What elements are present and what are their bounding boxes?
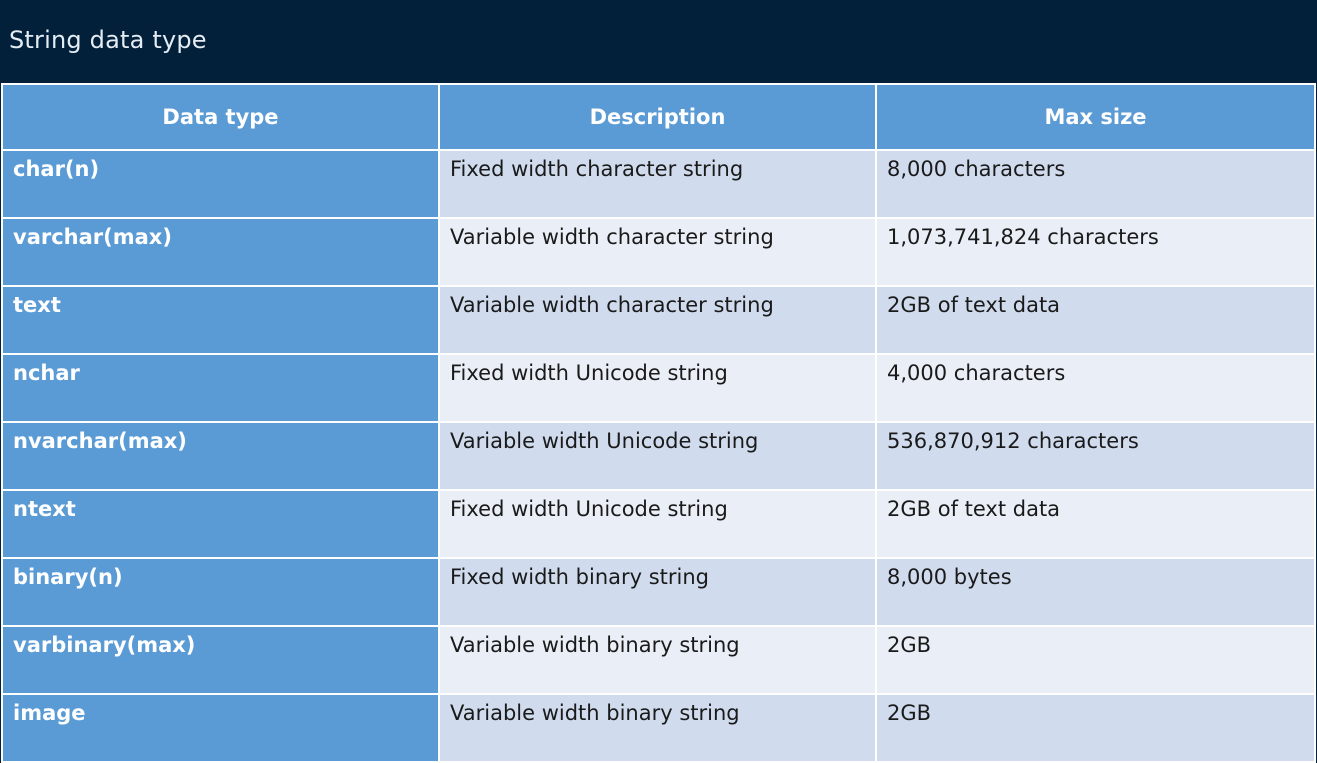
cell-data-type: nchar (2, 354, 439, 422)
cell-data-type: text (2, 286, 439, 354)
cell-description: Variable width binary string (439, 626, 876, 694)
cell-data-type: char(n) (2, 150, 439, 218)
slide-title: String data type (9, 26, 207, 54)
table-row (2, 422, 1315, 490)
cell-description: Fixed width character string (439, 150, 876, 218)
cell-description: Variable width Unicode string (439, 422, 876, 490)
table-row (2, 694, 1315, 762)
cell-max-size: 2GB (876, 626, 1315, 694)
cell-max-size: 536,870,912 characters (876, 422, 1315, 490)
table-row (2, 626, 1315, 694)
cell-max-size: 8,000 bytes (876, 558, 1315, 626)
table-row (2, 150, 1315, 218)
cell-data-type: ntext (2, 490, 439, 558)
cell-description: Fixed width Unicode string (439, 354, 876, 422)
header-max-size: Max size (876, 84, 1315, 150)
cell-description: Fixed width binary string (439, 558, 876, 626)
header-data-type: Data type (2, 84, 439, 150)
table-row (2, 490, 1315, 558)
cell-description: Variable width binary string (439, 694, 876, 762)
cell-max-size: 2GB (876, 694, 1315, 762)
cell-description: Fixed width Unicode string (439, 490, 876, 558)
cell-data-type: nvarchar(max) (2, 422, 439, 490)
header-description: Description (439, 84, 876, 150)
cell-description: Variable width character string (439, 286, 876, 354)
cell-max-size: 2GB of text data (876, 490, 1315, 558)
table-row (2, 354, 1315, 422)
cell-data-type: image (2, 694, 439, 762)
cell-data-type: binary(n) (2, 558, 439, 626)
cell-max-size: 8,000 characters (876, 150, 1315, 218)
data-type-table-container (1, 83, 1314, 761)
cell-data-type: varbinary(max) (2, 626, 439, 694)
table-row (2, 218, 1315, 286)
cell-data-type: varchar(max) (2, 218, 439, 286)
table-row (2, 558, 1315, 626)
cell-max-size: 4,000 characters (876, 354, 1315, 422)
cell-max-size: 2GB of text data (876, 286, 1315, 354)
table-row (2, 286, 1315, 354)
data-type-table (1, 83, 1316, 763)
cell-description: Variable width character string (439, 218, 876, 286)
table-header-row (2, 84, 1315, 150)
cell-max-size: 1,073,741,824 characters (876, 218, 1315, 286)
